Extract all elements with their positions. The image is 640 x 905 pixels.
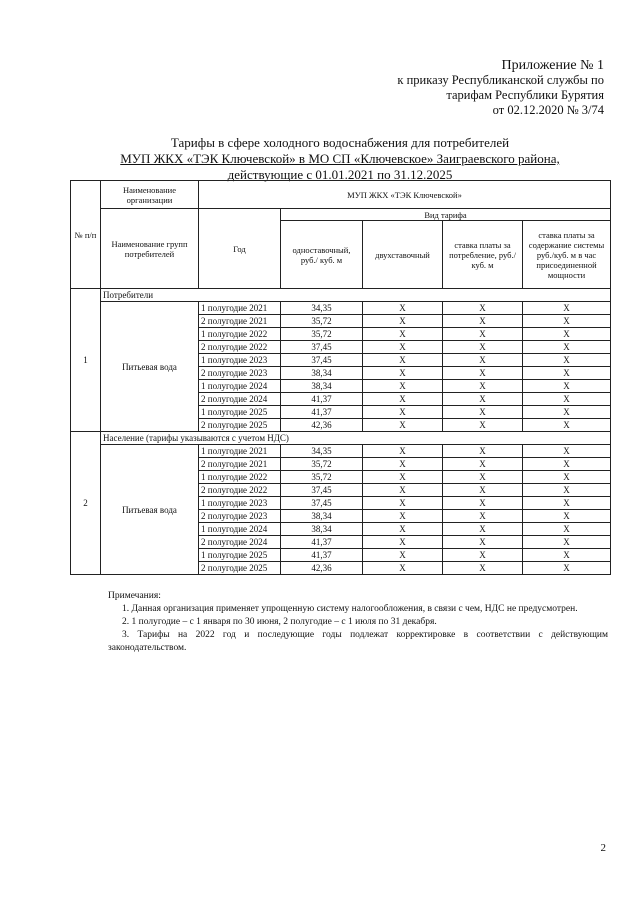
header-groups: Наименование групп потребителей [101,209,199,289]
single-rate-value: 37,45 [281,497,363,510]
period-cell: 1 полугодие 2022 [199,471,281,484]
two-part-cell: X [363,354,443,367]
two-part-cell: X [363,367,443,380]
capacity-cell: X [523,354,611,367]
section-title: Население (тарифы указываются с учетом НДС) [101,432,611,445]
period-cell: 2 полугодие 2025 [199,562,281,575]
two-part-cell: X [363,523,443,536]
consumption-cell: X [443,341,523,354]
consumption-cell: X [443,380,523,393]
two-part-cell: X [363,549,443,562]
two-part-cell: X [363,406,443,419]
consumption-cell: X [443,523,523,536]
consumption-cell: X [443,536,523,549]
single-rate-value: 38,34 [281,523,363,536]
note-item: 3. Тарифы на 2022 год и последующие годы подлежат корректировке в соответствии с действующим законодательством. [108,630,608,653]
capacity-cell: X [523,458,611,471]
appendix-date-line: от 02.12.2020 № 3/74 [492,103,604,117]
two-part-cell: X [363,315,443,328]
section-title: Потребители [101,289,611,302]
two-part-cell: X [363,458,443,471]
capacity-cell: X [523,315,611,328]
two-part-cell: X [363,471,443,484]
title-line-1: Тарифы в сфере холодного водоснабжения для потребителей [170,135,510,150]
capacity-cell: X [523,497,611,510]
consumption-cell: X [443,484,523,497]
note-item: 1. Данная организация применяет упрощенную систему налогообложения, в связи с чем, НДС не предусмотрен. [122,604,578,614]
single-rate-value: 41,37 [281,536,363,549]
capacity-cell: X [523,523,611,536]
appendix-agency-line: тарифам Республики Бурятия [446,88,604,102]
period-cell: 2 полугодие 2023 [199,510,281,523]
header-year: Год [199,209,281,289]
section-number: 2 [71,432,101,575]
appendix-order-line: к приказу Республиканской службы по [397,73,604,87]
period-cell: 2 полугодие 2022 [199,484,281,497]
consumer-group: Питьевая вода [101,445,199,575]
single-rate-value: 35,72 [281,458,363,471]
single-rate-value: 42,36 [281,562,363,575]
single-rate-value: 34,35 [281,445,363,458]
two-part-cell: X [363,497,443,510]
two-part-cell: X [363,419,443,432]
single-rate-value: 41,37 [281,549,363,562]
period-cell: 1 полугодие 2025 [199,549,281,562]
two-part-cell: X [363,302,443,315]
two-part-cell: X [363,328,443,341]
title-line-2: МУП ЖКХ «ТЭК Ключевской» в МО СП «Ключевское» Заиграевского района, [120,151,560,166]
consumption-cell: X [443,471,523,484]
document-title [60,135,620,183]
two-part-cell: X [363,341,443,354]
period-cell: 2 полугодие 2025 [199,419,281,432]
period-cell: 1 полугодие 2024 [199,523,281,536]
tariff-table [70,180,611,575]
consumption-cell: X [443,458,523,471]
consumption-cell: X [443,562,523,575]
consumption-cell: X [443,302,523,315]
period-cell: 2 полугодие 2024 [199,536,281,549]
capacity-cell: X [523,302,611,315]
capacity-cell: X [523,484,611,497]
appendix-header [397,58,604,118]
capacity-cell: X [523,445,611,458]
two-part-cell: X [363,380,443,393]
two-part-cell: X [363,510,443,523]
single-rate-value: 37,45 [281,354,363,367]
consumption-cell: X [443,445,523,458]
capacity-cell: X [523,562,611,575]
two-part-cell: X [363,445,443,458]
single-rate-value: 34,35 [281,302,363,315]
notes [108,590,608,655]
header-capacity-rate: ставка платы за содержание системы руб./куб. м в час присоединенной мощности [523,221,611,289]
consumption-cell: X [443,497,523,510]
two-part-cell: X [363,536,443,549]
header-two-part-rate: двухставочный [363,221,443,289]
period-cell: 2 полугодие 2021 [199,458,281,471]
capacity-cell: X [523,419,611,432]
capacity-cell: X [523,510,611,523]
notes-title: Примечания: [108,591,161,601]
single-rate-value: 41,37 [281,406,363,419]
period-cell: 1 полугодие 2024 [199,380,281,393]
period-cell: 1 полугодие 2025 [199,406,281,419]
single-rate-value: 38,34 [281,380,363,393]
header-org-name: МУП ЖКХ «ТЭК Ключевской» [199,181,611,209]
period-cell: 2 полугодие 2022 [199,341,281,354]
two-part-cell: X [363,562,443,575]
header-number: № п/п [71,181,101,289]
two-part-cell: X [363,484,443,497]
period-cell: 2 полугодие 2023 [199,367,281,380]
period-cell: 2 полугодие 2024 [199,393,281,406]
capacity-cell: X [523,549,611,562]
capacity-cell: X [523,341,611,354]
capacity-cell: X [523,328,611,341]
consumption-cell: X [443,419,523,432]
consumption-cell: X [443,393,523,406]
consumption-cell: X [443,510,523,523]
single-rate-value: 37,45 [281,484,363,497]
header-single-rate: одноставочный, руб./ куб. м [281,221,363,289]
table-row [71,302,611,315]
appendix-number: Приложение № 1 [501,58,604,73]
consumer-group: Питьевая вода [101,302,199,432]
title-line-3: действующие с 01.01.2021 по 31.12.2025 [227,167,453,182]
period-cell: 2 полугодие 2021 [199,315,281,328]
capacity-cell: X [523,393,611,406]
capacity-cell: X [523,471,611,484]
consumption-cell: X [443,328,523,341]
single-rate-value: 35,72 [281,315,363,328]
header-consumption-rate: ставка платы за потребление, руб./ куб. м [443,221,523,289]
period-cell: 1 полугодие 2022 [199,328,281,341]
capacity-cell: X [523,406,611,419]
period-cell: 1 полугодие 2021 [199,445,281,458]
capacity-cell: X [523,380,611,393]
single-rate-value: 35,72 [281,328,363,341]
table-row [71,445,611,458]
single-rate-value: 38,34 [281,367,363,380]
single-rate-value: 41,37 [281,393,363,406]
page-number: 2 [600,842,606,854]
consumption-cell: X [443,549,523,562]
single-rate-value: 38,34 [281,510,363,523]
section-number: 1 [71,289,101,432]
period-cell: 1 полугодие 2023 [199,497,281,510]
consumption-cell: X [443,354,523,367]
consumption-cell: X [443,406,523,419]
two-part-cell: X [363,393,443,406]
capacity-cell: X [523,536,611,549]
period-cell: 1 полугодие 2023 [199,354,281,367]
single-rate-value: 37,45 [281,341,363,354]
header-tariff-type: Вид тарифа [281,209,611,221]
header-org-label: Наименование организации [101,181,199,209]
consumption-cell: X [443,367,523,380]
single-rate-value: 42,36 [281,419,363,432]
capacity-cell: X [523,367,611,380]
consumption-cell: X [443,315,523,328]
single-rate-value: 35,72 [281,471,363,484]
note-item: 2. 1 полугодие – с 1 января по 30 июня, 2 полугодие – с 1 июля по 31 декабря. [122,617,437,627]
period-cell: 1 полугодие 2021 [199,302,281,315]
